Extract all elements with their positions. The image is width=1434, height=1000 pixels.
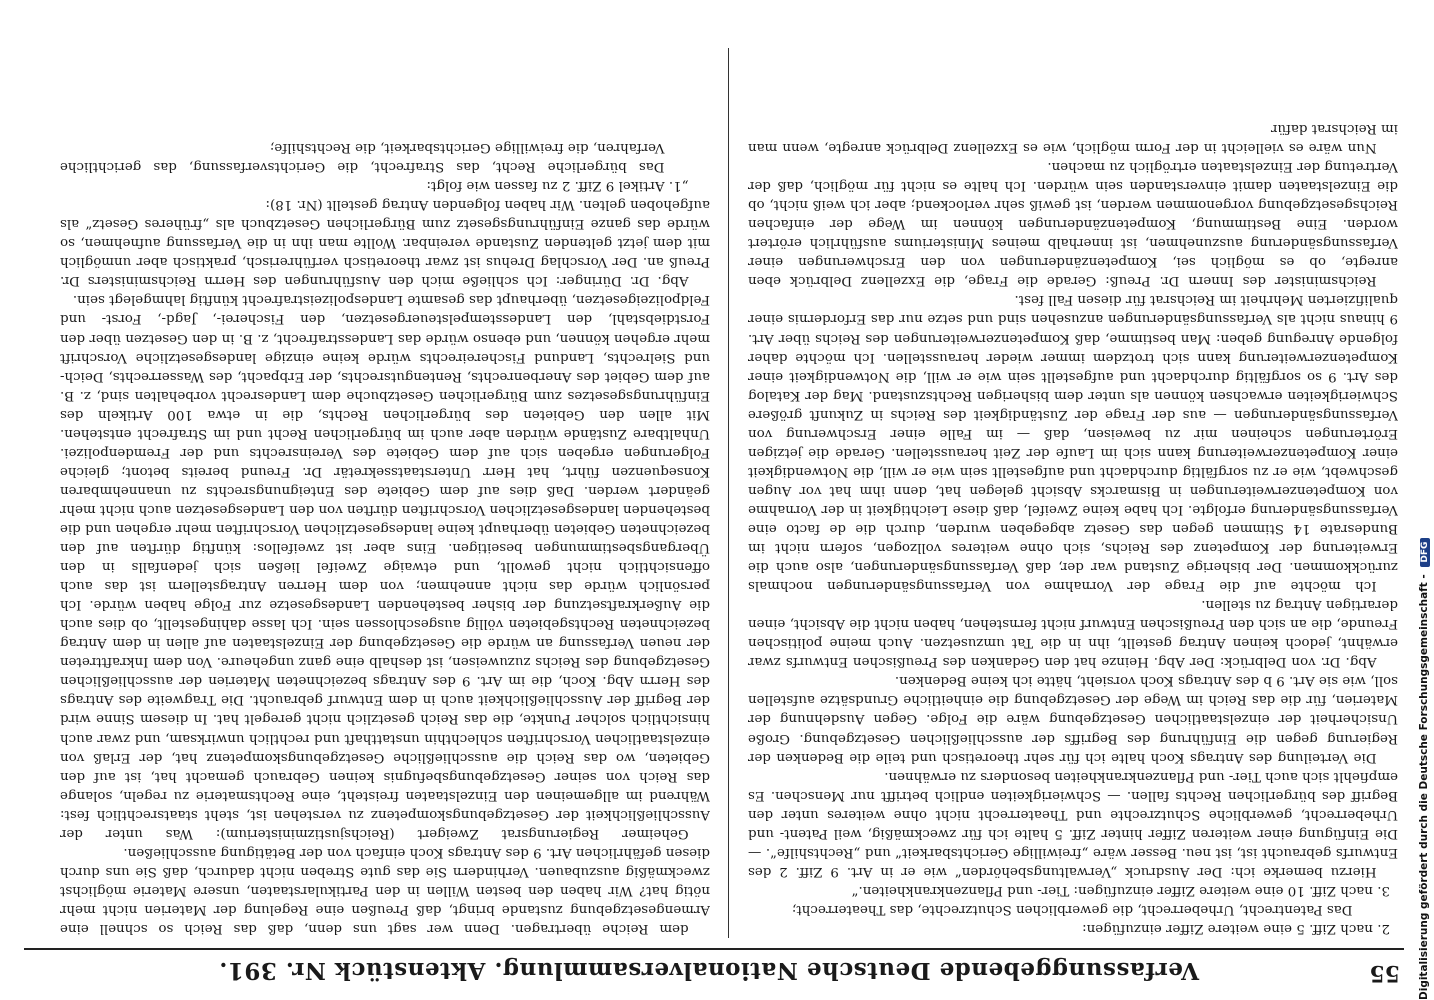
page-number: 55: [1369, 960, 1400, 986]
digitization-credit-text: Digitalisierung gefördert durch die Deutsche Forschungsgemeinschaft -: [1418, 574, 1430, 1000]
paragraph: Ich möchte auf die Frage der Vornahme von Verfassungsänderungen nochmals zurückkommen. Der bisherige Zustand war der, daß Verfassungsänderungen, also auch die Erweiterung der Kompetenz des Reichs, sich ohne weiteres vollzogen, sofern nicht im Bundesrate 14 Stimmen gegen das Gesetz abgegeben wurden, durch die de facto eine Verfassungsänderung erfolgte. Ich habe keine Zweifel, daß diese Leichtigkeit in der Vornahme von Kompetenzerweiterungen in Bismarcks Absicht gelegen hat, denn ihm hat vor Augen geschwebt, wie er zu sorgfältig durchdacht und aufgestellt sein wie er will, die Notwendigkeit einer Kompetenzerweiterung kann sich im Laufe der Zeit herausstellen. Gerade die jetzigen Erörterungen scheinen mir zu beweisen, daß — im Falle einer Erschwerung von Verfassungsänderungen — aus der Frage der Zuständigkeit des Reichs in Zukunft größere Schwierigkeiten erwachsen können als unter dem bisherigen Rechtszustand. Mag der Katalog des Art. 9 so sorgfältig durchdacht und aufgestellt sein wie er will, die Notwendigkeit einer Kompetenzerweiterung kann sich trotzdem immer wieder herausstellen. Ich möchte daher folgende Anregung geben: Man bestimme, daß Kompetenzerweiterungen des Reichs über Art. 9 hinaus nicht als Verfassungsänderungen anzusehen sind und setze nur das Erfordernis einer qualifizierten Mehrheit im Reichsrat für diesen Fall fest.: [748, 292, 1398, 594]
column-divider: [728, 48, 729, 938]
paragraph: Das bürgerliche Recht, das Strafrecht, die Gerichtsverfassung, das gerichtliche Verfahren, die freiwillige Gerichtsbarkeit, die Rechtshilfe;: [60, 140, 665, 175]
header-rule: [24, 948, 1404, 950]
running-title: Verfassunggebende Deutsche Nationalversammlung. Aktenstück Nr. 391.: [218, 957, 1200, 984]
paragraph: Die Verteilung des Antrags Koch halte ich für sehr theoretisch und teile die Bedenken der Regierung gegen die Einführung des Begriffs der ausschließlichen Gesetzgebung. Große Unsicherheit der einzelstaatlichen Gesetzgebung wäre die Folge. Gegen Ausdehnung der Materien, für die das Reich im Wege der Gesetzgebung die einheitliche Grundsätze aufstellen soll, wie sie Art. 9 b des Antrags Koch vorsieht, hätte ich keine Bedenken.: [748, 673, 1398, 765]
paragraph: Abg. Dr. Düringer: Ich schließe mich den Ausführungen des Herrn Reichsministers Dr. Preuß an. Der Vorschlag Drehus ist zwar theoretisch verführerisch, praktisch aber unmöglich mit dem jetzt geltenden Zustande vereinbar. Wollte man ihn in die Verfassung aufnehmen, so würde das ganze Einführungsgesetz zum Bürgerlichen Gesetzbuch als „früheres Gesetz“ als aufgehoben gelten. Wir haben folgenden Antrag gestellt (Nr. 18):: [60, 197, 710, 289]
paragraph: Das Patentrecht, Urheberrecht, die gewerblichen Schutzrechte, das Theaterrecht;: [791, 901, 1353, 917]
dfg-logo-icon: DFG: [1420, 538, 1430, 567]
text-column-left: [748, 38, 1398, 938]
paragraph: Reichsminister des Innern Dr. Preuß: Gerade die Frage, die Exzellenz Delbrück eben anregte, ob es möglich sei, Kompetenzänderungen von den Erschwerungen einer Verfassungsänderung auszunehmen, ist innerhalb meines Ministeriums ausführlich erörtert worden. Eine Bestimmung, Kompetenzänderungen können im Wege der einfachen Reichsgesetzgebung vorgenommen werden, ist gewiß sehr verlockend; aber ich weiß nicht, ob die Einzelstaaten damit einverstanden sein würden. Ich halte es nicht für möglich, daß der Vertretung der Einzelstaaten ertröglich zu machen.: [748, 159, 1398, 289]
paragraph: dem Reiche übertragen. Denn wer sagt uns denn, daß das Reich so schnell eine Armengesetzgebung zustande bringt, daß Preußen eine Regelung der Materien nicht mehr nötig hat? Wir haben den besten Willen in den Partikularstaaten, unsere Materie möglichst zweckmäßig auszubauen. Verhindern Sie das gute Streben nicht dadurch, daß Sie uns durch diesen gefährlichen Art. 9 des Antrags Koch einfach von der Betätigung ausschließen.: [60, 844, 710, 936]
paragraph: Abg. Dr. von Delbrück: Der Abg. Heinze hat den Gedanken des Preußischen Entwurfs zwar erwähnt, jedoch keinen Antrag gestellt, ihn in die Tat umzusetzen. Auch meine politischen Freunde, die an sich den Preußischen Entwurf nicht fernstehen, haben nicht die Absicht, einen derartigen Antrag zu stellen.: [748, 597, 1398, 670]
paragraph: Hierzu bemerke ich: Der Ausdruck „Verwaltungsbehörden“ wie er in Art. 9 Ziff. 2 des Entwurfs gebraucht ist, ist neu. Besser wäre „freiwillige Gerichtsbarkeit“ und „Rechtshilfe“. — Die Einfügung einer weiteren Ziffer hinter Ziff. 5 halte ich für zweckmäßig, weil Patent- und Urheberrecht, gewerbliche Schutzrechte und Theaterrecht nicht ohne weiteres unter den Begriff des bürgerlichen Rechts fallen. — Schwierigkeiten endlich betrifft nur Menschen. Es empfiehlt sich auch Tier- und Pflanzenkrankheiten besonders zu erwähnen.: [748, 768, 1398, 879]
paragraph: „1. Artikel 9 Ziff. 2 zu fassen wie folgt:: [426, 178, 689, 194]
paragraph: Nun wäre es vielleicht in der Form möglich, wie es Exzellenz Delbrück anregte, wenn man im Reichsrat dafür: [748, 121, 1398, 156]
paragraph: Geheimer Regierungsrat Zweigert (Reichsjustizministerium): Was unter der Ausschließlichkeit der Gesetzgebungskompetenz zu verstehen ist, steht staatsrechtlich fest: Während im allgemeinen den Einzelstaaten freisteht, eine Rechtsmaterie zu regeln, solange das Reich von seiner Gesetzgebungsbefugnis keinen Gebrauch gemacht hat, ist auf den Gebieten, wo das Reich die ausschließliche Gesetzgebungskompetenz hat, der Erlaß von einzelstaatlichen Vorschriften schlechthin unstatthaft und rechtlich unwirksam, und zwar auch hinsichtlich solcher Punkte, die das Reich gesetzlich nicht geregelt hat. In diesem Sinne wird der Begriff der Ausschließlichkeit auch in dem Entwurf gebraucht. Die Tragweite des Antrags des Herrn Abg. Koch, die im Art. 9 des Antrags bezeichneten Materien der ausschließlichen Gesetzgebung des Reichs zuzuweisen, ist deshalb eine ganz ungeheure. Von dem Inkrafttreten der neuen Verfassung an würde die Gesetzgebung der Einzelstaaten auf allen in dem Antrag bezeichneten Rechtsgebieten völlig ausgeschlossen sein. Ich lasse dahingestellt, ob dies auch die Außerkraftsetzung der bisher bestehenden Landesgesetze zur Folge haben würde. Ich persönlich würde das nicht annehmen; von dem Herren Antragstellern ist das auch offensichtlich nicht gewollt, und etwaige Zweifel ließen sich jedenfalls in den Übergangsbestimmungen beseitigen. Eins aber ist zweifellos: künftig dürften auf den bezeichneten Gebieten überhaupt keine landesgesetzlichen Vorschriften mehr ergehen und die bestehenden landesgesetzlichen Vorschriften dürften von den Landesgesetzen auch nicht mehr geändert werden. Daß dies auf dem Gebiete des Enteignungsrechts zu unannehmbaren Konsequenzen führt, hat Herr Unterstaatssekretär Dr. Freund bereits betont; gleiche Folgerungen ergeben sich auf dem Gebiete des Vereinsrechts und der Fremdenpolizei. Unhaltbare Zustände würden aber auch im bürgerlichen Recht und im Strafrecht entstehen. Mit allen den Gebieten des bürgerlichen Rechts, die in etwa 100 Artikeln des Einführungsgesetzes zum Bürgerlichen Gesetzbuche dem Landesrecht vorbehalten sind, z. B. auf dem Gebiet des Anerbenrechts, Rentengutsrechts, der Erbpacht, des Wasserrechts, Deich- und Sielrechts, Landund Fischereirechts würde keine einzige landesgesetzliche Vorschrift mehr ergehen können, und ebenso würde das Landesstrafrecht, z. B. in den Gesetzen über den Forstdiebstahl, den Landesstempelsteuergesetzen, den Fischerei-, Jagd-, Forst- und Feldpolizeigesetzen, überhaupt das gesamte Landespolizeistrafrecht künftig lahmgelegt sein.: [60, 292, 710, 841]
list-item: 2. nach Ziff. 5 eine weitere Ziffer einzufügen:: [1082, 921, 1390, 936]
digitization-credit: [1418, 0, 1430, 1000]
page-header: [24, 954, 1404, 988]
list-item: 3. nach Ziff. 10 eine weitere Ziffer einzufügen: Tier- und Pflanzenkrankheiten.“: [851, 882, 1390, 898]
text-column-right: [60, 38, 710, 938]
